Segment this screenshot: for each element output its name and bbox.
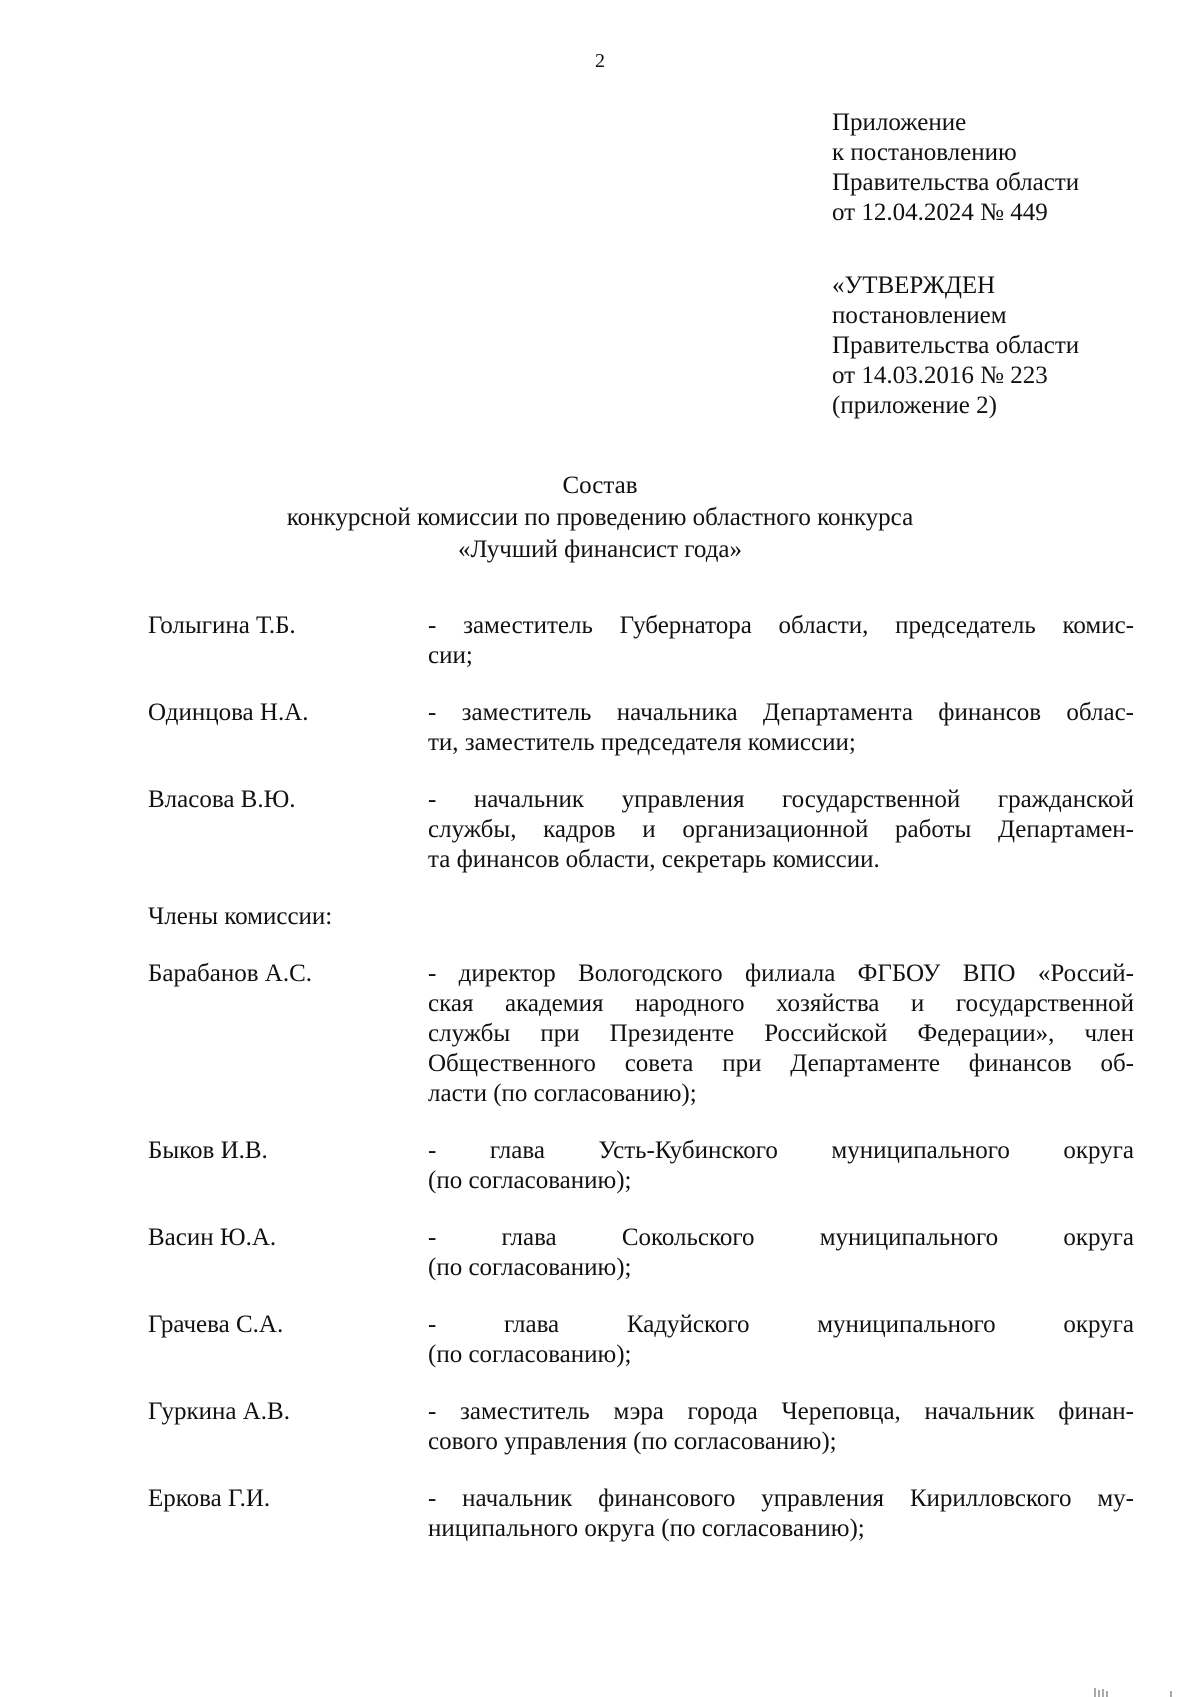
- appendix-line: Приложение: [832, 109, 967, 136]
- page-number: 2: [595, 50, 605, 72]
- member-name: Голыгина Т.Б.: [148, 612, 296, 639]
- member-name: Быков И.В.: [148, 1137, 268, 1164]
- member-row: [148, 1397, 1134, 1457]
- commission-member-list: [148, 611, 1134, 1571]
- member-role: [428, 1223, 1134, 1283]
- member-role: [428, 698, 1134, 758]
- member-role-line: та финансов области, секретарь комиссии.: [428, 846, 880, 873]
- appendix-line: от 12.04.2024 № 449: [832, 199, 1048, 226]
- member-role: [428, 1397, 1134, 1457]
- title-line: «Лучший финансист года»: [457, 536, 743, 563]
- member-role-line: - директор Вологодского филиала ФГБОУ ВПО «Россий-: [428, 960, 1134, 987]
- member-name: Грачева С.А.: [148, 1311, 284, 1338]
- member-role-line: сии;: [428, 642, 473, 669]
- member-role-line: - заместитель мэра города Череповца, начальник финан-: [428, 1398, 1134, 1425]
- member-name: Еркова Г.И.: [148, 1485, 271, 1512]
- approved-line: от 14.03.2016 № 223: [832, 362, 1048, 389]
- member-role: [428, 1484, 1134, 1544]
- member-role-line: - заместитель Губернатора области, председатель комис-: [428, 612, 1134, 639]
- member-role-line: ниципального округа (по согласованию);: [428, 1515, 865, 1542]
- member-role-line: службы, кадров и организационной работы Департамен-: [428, 816, 1134, 843]
- member-role-line: - начальник управления государственной гражданской: [428, 786, 1134, 813]
- member-role-line: ти, заместитель председателя комиссии;: [428, 729, 856, 756]
- title-line: конкурсной комиссии по проведению областного конкурса: [286, 504, 914, 531]
- member-role: [428, 959, 1134, 1109]
- member-role-line: Общественного совета при Департаменте финансов об-: [428, 1050, 1134, 1077]
- approved-block: [832, 271, 1079, 421]
- document-title: [0, 470, 1200, 566]
- member-role-line: ласти (по согласованию);: [428, 1080, 697, 1107]
- member-row: [148, 611, 1134, 671]
- members-list: [148, 959, 1134, 1544]
- member-row: [148, 785, 1134, 875]
- member-role-line: - глава Сокольского муниципального округа: [428, 1224, 1134, 1251]
- title-line: Состав: [562, 472, 638, 499]
- member-role: [428, 1136, 1134, 1196]
- member-role: [428, 785, 1134, 875]
- member-role-line: службы при Президенте Российской Федерации», член: [428, 1020, 1134, 1047]
- approved-line: (приложение 2): [832, 392, 997, 419]
- member-row: [148, 698, 1134, 758]
- member-row: [148, 1223, 1134, 1283]
- member-role-line: - глава Усть-Кубинского муниципального округа: [428, 1137, 1134, 1164]
- scan-artifact-marks: [1093, 1685, 1173, 1697]
- appendix-block: [832, 108, 1079, 228]
- member-role-line: (по согласованию);: [428, 1254, 632, 1281]
- member-row: [148, 1136, 1134, 1196]
- member-row: [148, 1310, 1134, 1370]
- member-name: Одинцова Н.А.: [148, 699, 309, 726]
- approved-line: постановлением: [832, 302, 1007, 329]
- member-name: Барабанов А.С.: [148, 960, 313, 987]
- member-role-line: (по согласованию);: [428, 1167, 632, 1194]
- appendix-line: к постановлению: [832, 139, 1017, 166]
- member-role-line: - начальник финансового управления Кирилловского му-: [428, 1485, 1134, 1512]
- members-heading: Члены комиссии:: [148, 903, 333, 930]
- member-role-line: - заместитель начальника Департамента финансов облас-: [428, 699, 1134, 726]
- member-row: [148, 959, 1134, 1109]
- member-role-line: ская академия народного хозяйства и государственной: [428, 990, 1134, 1017]
- member-name: Власова В.Ю.: [148, 786, 296, 813]
- member-name: Васин Ю.А.: [148, 1224, 277, 1251]
- approved-line: Правительства области: [832, 332, 1080, 359]
- member-role-line: - глава Кадуйского муниципального округа: [428, 1311, 1134, 1338]
- member-role: [428, 611, 1134, 671]
- approved-line: «УТВЕРЖДЕН: [832, 272, 996, 299]
- leadership-list: [148, 611, 1134, 875]
- member-role-line: (по согласованию);: [428, 1341, 632, 1368]
- appendix-line: Правительства области: [832, 169, 1080, 196]
- member-row: [148, 1484, 1134, 1544]
- member-role-line: сового управления (по согласованию);: [428, 1428, 837, 1455]
- member-role: [428, 1310, 1134, 1370]
- member-name: Гуркина А.В.: [148, 1398, 290, 1425]
